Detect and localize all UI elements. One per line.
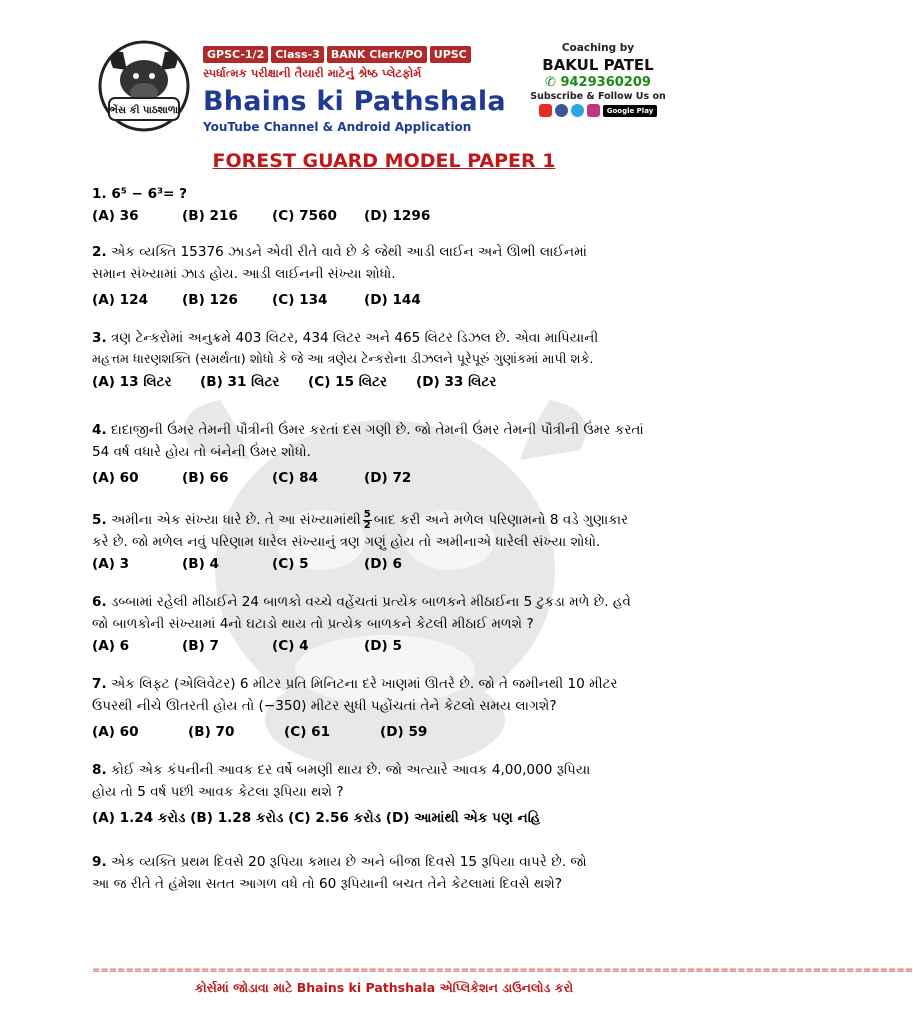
option-c[interactable]: (C) 5 [272, 556, 309, 572]
option-a[interactable]: (A) 13 લિટર [92, 374, 172, 390]
option-d[interactable]: (D) 59 [380, 724, 428, 740]
question-text-line2: સમાન સંખ્યામાં ઝાડ હોય. આડી લાઈનની સંખ્યા શોધો. [92, 266, 396, 282]
question-text: એક વ્યક્તિ પ્રથમ દિવસે 20 રૂપિયા કમાય છે અને બીજા દિવસે 15 રૂપિયા વાપરે છે. જો [110, 854, 587, 870]
option-a[interactable]: (A) 6 [92, 638, 130, 654]
question-5 [92, 509, 692, 575]
question-number: 8. [92, 762, 107, 778]
channel-line: YouTube Channel & Android Application [203, 120, 472, 134]
page-header [95, 40, 675, 135]
option-a[interactable]: (A) 124 [92, 292, 149, 308]
question-text: ત્રણ ટેન્કરોમાં અનુક્રમે 403 લિટર, 434 લિટર અને 465 લિટર ડિઝલ છે. એવા માપિયાની [110, 330, 599, 346]
exam-tags [203, 46, 471, 63]
question-4 [92, 419, 692, 489]
instagram-icon[interactable] [587, 104, 600, 117]
brand-name: Bhains ki Pathshala [203, 86, 506, 117]
option-b[interactable]: (B) 7 [182, 638, 219, 654]
tagline: સ્પર્ધાત્મક પરીક્ષાની તૈયારી માટેનું શ્રેષ્ઠ પ્લેટફોર્મ [203, 66, 422, 80]
question-text-line2: ઉપરથી નીચે ઊતરતી હોય તો (−350) મીટર સુધી પહોંચતાં તેને કેટલો સમય લાગશે? [92, 698, 557, 714]
option-a[interactable]: (A) 3 [92, 556, 130, 572]
page-title: FOREST GUARD MODEL PAPER 1 [212, 150, 556, 172]
option-d[interactable]: (D) 33 લિટર [416, 374, 497, 390]
option-b[interactable]: (B) 70 [188, 724, 235, 740]
option-b[interactable]: (B) 66 [182, 470, 229, 486]
question-number: 2. [92, 244, 107, 260]
question-number: 4. [92, 422, 107, 438]
option-b[interactable]: (B) 216 [182, 208, 238, 224]
question-text: અમીના એક સંખ્યા ધારે છે. તે આ સંખ્યામાંથી [110, 512, 361, 528]
option-c[interactable]: (C) 7560 [272, 208, 337, 224]
question-text: 6⁵ − 6³= ? [111, 186, 188, 202]
option-c[interactable]: (C) 61 [284, 724, 331, 740]
logo-text: ભેંસ કી પાઠશાળા [109, 105, 179, 116]
phone-number [523, 75, 673, 90]
question-text: ડબ્બામાં રહેલી મીઠાઈને 24 બાળકો વચ્ચે વહેંચતાં પ્રત્યેક બાળકને મીઠાઈના 5 ટુકડા મળે છે. હવે [110, 594, 632, 610]
question-number: 6. [92, 594, 107, 610]
facebook-icon[interactable] [555, 104, 568, 117]
footer-text: કોર્સમાં જોડાવા માટે Bhains ki Pathshala એપ્લિકેશન ડાઉનલોડ કરો [194, 980, 574, 995]
question-text: એક વ્યક્તિ 15376 ઝાડને એવી રીતે વાવે છે કે જેથી આડી લાઈન અને ઊભી લાઈનમાં [110, 244, 588, 260]
question-text: એક લિફ્ટ (એલિવેટર) 6 મીટર પ્રતિ મિનિટના દરે ખાણમાં ઊતરે છે. જો તે જમીનથી 10 મીટર [110, 676, 618, 692]
question-number: 1. [92, 186, 107, 202]
tag-gpsc: GPSC-1/2 [203, 46, 268, 63]
footer-rule: ================================================================================================== [92, 965, 913, 976]
question-1 [92, 183, 692, 227]
option-d[interactable]: (D) 5 [364, 638, 402, 654]
coaching-by-label: Coaching by [561, 42, 635, 54]
options-line[interactable]: (A) 1.24 કરોડ (B) 1.28 કરોડ (C) 2.56 કરોડ (D) આમાંથી એક પણ નહિ [92, 810, 541, 826]
subscribe-label: Subscribe & Follow Us on [530, 91, 666, 102]
question-6 [92, 591, 692, 657]
question-number: 7. [92, 676, 107, 692]
question-text-line2: 54 વર્ષ વધારે હોય તો બંનેની ઉંમર શોધો. [92, 444, 311, 460]
option-c[interactable]: (C) 15 લિટર [308, 374, 388, 390]
whatsapp-icon: ✆ [545, 75, 561, 90]
option-a[interactable]: (A) 60 [92, 724, 139, 740]
question-text-cont: બાદ કરી અને મળેલ પરિણામનો 8 વડે ગુણાકાર [373, 512, 629, 528]
question-text: કોઈ એક કંપનીની આવક દર વર્ષે બમણી થાય છે. જો અત્યારે આવક 4,00,000 રૂપિયા [110, 762, 591, 778]
bhains-logo-icon [95, 40, 193, 132]
option-a[interactable]: (A) 60 [92, 470, 139, 486]
option-b[interactable]: (B) 4 [182, 556, 219, 572]
question-text-line2: આ જ રીતે તે હંમેશા સતત આગળ વધે તો 60 રૂપિયાની બચત તેને કેટલામાં દિવસે થશે? [92, 876, 563, 892]
option-c[interactable]: (C) 134 [272, 292, 328, 308]
option-c[interactable]: (C) 4 [272, 638, 309, 654]
question-text: દાદાજીની ઉંમર તેમની પૌત્રીની ઉંમર કરતાં દસ ગણી છે. જો તેમની ઉંમર તેમની પૌત્રીની ઉંમર કરતાં [110, 422, 644, 438]
option-d[interactable]: (D) 6 [364, 556, 402, 572]
coach-block [523, 42, 673, 117]
option-a[interactable]: (A) 36 [92, 208, 139, 224]
question-2 [92, 241, 692, 311]
tag-upsc: UPSC [430, 46, 471, 63]
question-number: 3. [92, 330, 107, 346]
fraction-denominator: 2 [363, 519, 371, 531]
tag-bank: BANK Clerk/PO [327, 46, 427, 63]
option-b[interactable]: (B) 126 [182, 292, 238, 308]
question-list [92, 183, 692, 911]
youtube-icon[interactable] [539, 104, 552, 117]
tag-class3: Class-3 [271, 46, 324, 63]
phone-text: 9429360209 [560, 75, 651, 90]
option-d[interactable]: (D) 72 [364, 470, 412, 486]
question-7 [92, 673, 692, 743]
option-c[interactable]: (C) 84 [272, 470, 319, 486]
telegram-icon[interactable] [571, 104, 584, 117]
fraction [363, 510, 372, 531]
question-8 [92, 759, 692, 829]
question-9 [92, 851, 692, 895]
question-number: 9. [92, 854, 107, 870]
question-number: 5. [92, 512, 107, 528]
option-d[interactable]: (D) 144 [364, 292, 421, 308]
question-text-line2: કરે છે. જો મળેલ નવું પરિણામ ધારેલ સંખ્યાનું ત્રણ ગણું હોય તો અમીનાએ ધારેલી સંખ્યા શોધો. [92, 534, 601, 550]
question-text-line2: હોય તો 5 વર્ષ પછી આવક કેટલા રૂપિયા થશે ? [92, 784, 344, 800]
fraction-numerator: 5 [363, 508, 371, 520]
question-text-line2: જો બાળકોની સંખ્યામાં 4નો ઘટાડો થાય તો પ્રત્યેક બાળકને કેટલી મીઠાઈ મળશે ? [92, 616, 534, 632]
option-b[interactable]: (B) 31 લિટર [200, 374, 280, 390]
question-3 [92, 327, 692, 393]
social-links [523, 104, 673, 117]
coach-name: BAKUL PATEL [542, 56, 654, 74]
question-text-line2: મહત્તમ ધારણશક્તિ (સમર્થતા) શોધો કે જે આ ત્રણેય ટેન્કરોના ડીઝલને પૂરેપૂરું ગુણાંકમાં માપી શકે. [92, 352, 594, 367]
google-play-badge[interactable]: Google Play [603, 105, 658, 117]
option-d[interactable]: (D) 1296 [364, 208, 431, 224]
